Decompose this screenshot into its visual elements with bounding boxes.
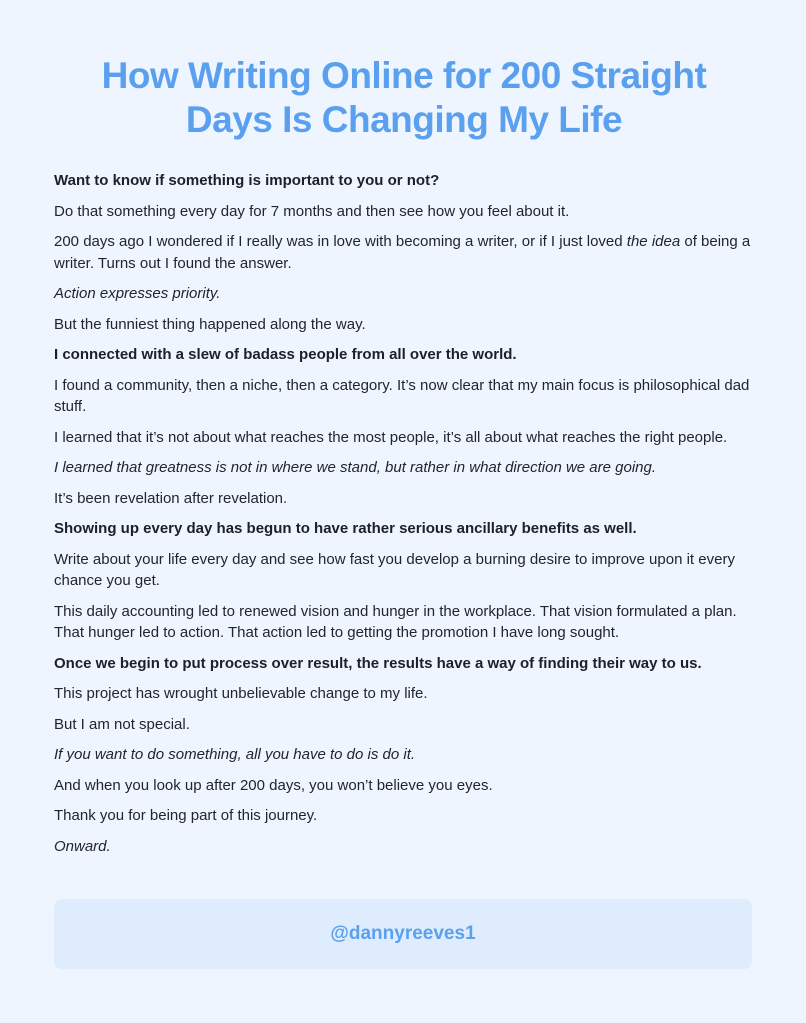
paragraph: Thank you for being part of this journey. xyxy=(54,807,318,824)
paragraph-text: 200 days ago I wondered if I really was in love with becoming a writer, or if I just loved xyxy=(54,233,627,250)
article-title: How Writing Online for 200 Straight Days Is Changing My Life xyxy=(101,55,707,140)
paragraph-heading: Showing up every day has begun to have rather serious ancillary benefits as well. xyxy=(54,520,637,537)
paragraph-italic: Action expresses priority. xyxy=(54,285,221,302)
paragraph xyxy=(54,231,754,274)
paragraph: And when you look up after 200 days, you won’t believe you eyes. xyxy=(54,776,493,794)
author-handle-link[interactable]: @dannyreeves1 xyxy=(330,923,476,944)
paragraph-heading: I connected with a slew of badass people from all over the world. xyxy=(54,346,517,363)
paragraph-heading: Once we begin to put process over result, the results have a way of finding their way to us. xyxy=(54,654,702,672)
paragraph: This project has wrought unbelievable change to my life. xyxy=(54,685,428,702)
paragraph: This daily accounting led to renewed vision and hunger in the workplace. That vision formulated a plan. That hunger led to action. That action led to getting the promotion I have long sought. xyxy=(54,602,737,641)
article-body xyxy=(54,170,754,857)
paragraph: It’s been revelation after revelation. xyxy=(54,489,288,507)
paragraph-italic: If you want to do something, all you have to do is do it. xyxy=(54,746,416,763)
paragraph: But the funniest thing happened along the way. xyxy=(54,315,366,333)
paragraph: Do that something every day for 7 months and then see how you feel about it. xyxy=(54,202,570,220)
paragraph-text: of being a writer. Turns out I found the answer. xyxy=(54,233,751,272)
paragraph-italic: Onward. xyxy=(54,837,111,855)
author-footer xyxy=(54,899,752,969)
emphasis-text: the idea xyxy=(626,233,681,250)
paragraph-italic: I learned that greatness is not in where we stand, but rather in what direction we are going. xyxy=(54,459,657,476)
paragraph: I found a community, then a niche, then a category. It’s now clear that my main focus is philosophical dad stuff. xyxy=(54,376,750,415)
article xyxy=(54,54,754,866)
paragraph-heading: Want to know if something is important to you or not? xyxy=(54,172,440,189)
paragraph: Write about your life every day and see how fast you develop a burning desire to improve upon it every chance you get. xyxy=(54,550,735,589)
paragraph: But I am not special. xyxy=(54,715,190,733)
paragraph: I learned that it’s not about what reaches the most people, it’s all about what reaches the right people. xyxy=(54,428,728,446)
